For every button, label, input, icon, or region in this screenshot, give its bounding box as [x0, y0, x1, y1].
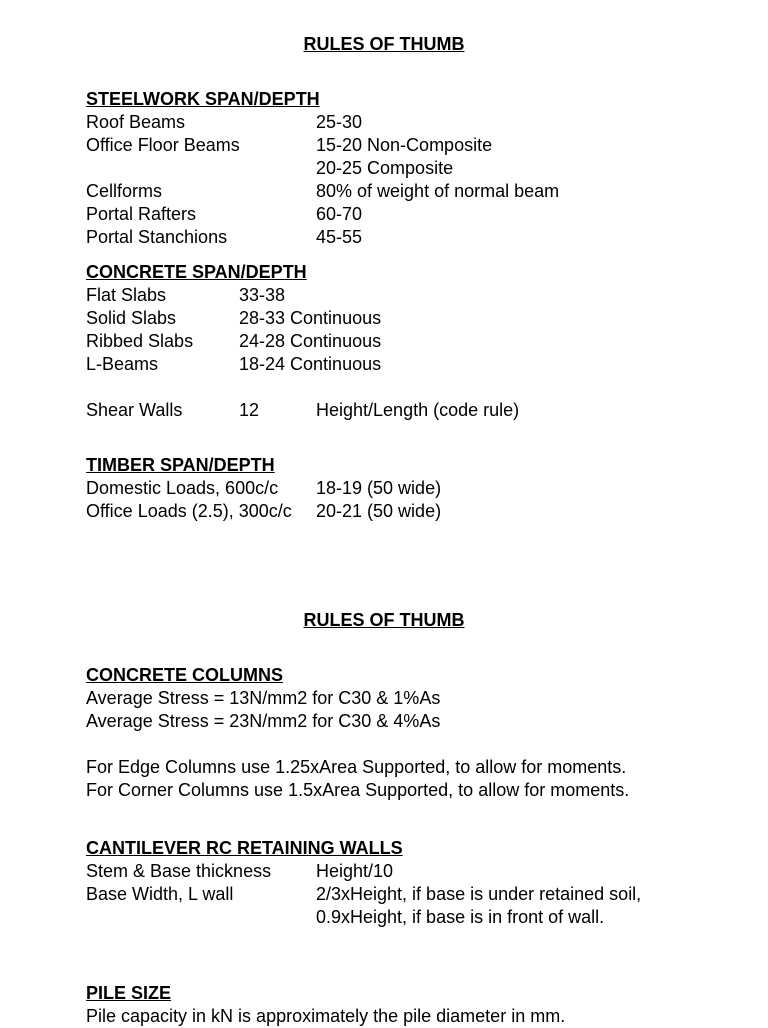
- retaining-row-label: Stem & Base thickness: [86, 861, 272, 881]
- columns-note: For Corner Columns use 1.5xArea Supported, to allow for moments.: [86, 780, 630, 800]
- retaining-row-label: Base Width, L wall: [86, 884, 234, 904]
- concrete-row-value: 24-28 Continuous: [239, 331, 382, 351]
- retaining-row-value: Height/10: [316, 861, 394, 881]
- columns-line: Average Stress = 23N/mm2 for C30 & 4%As: [86, 711, 441, 731]
- timber-row-label: Office Loads (2.5), 300c/c: [86, 501, 292, 521]
- steel-row-value: 60-70: [316, 204, 363, 224]
- retaining-row-value: 2/3xHeight, if base is under retained soil,: [316, 884, 642, 904]
- pile-size-heading: PILE SIZE: [86, 983, 172, 1003]
- timber-heading: TIMBER SPAN/DEPTH: [86, 455, 275, 475]
- steel-row-label: Portal Rafters: [86, 204, 197, 224]
- concrete-columns-heading: CONCRETE COLUMNS: [86, 665, 283, 685]
- concrete-row-value: 33-38: [239, 285, 286, 305]
- shear-walls-note: Height/Length (code rule): [316, 400, 520, 420]
- concrete-row-value: 18-24 Continuous: [239, 354, 382, 374]
- concrete-row-label: L-Beams: [86, 354, 159, 374]
- shear-walls-value: 12: [239, 400, 260, 420]
- page-title: RULES OF THUMB: [303, 34, 465, 54]
- steel-row-value: 25-30: [316, 112, 363, 132]
- steel-row-value: 80% of weight of normal beam: [316, 181, 560, 201]
- timber-row-value: 18-19 (50 wide): [316, 478, 442, 498]
- concrete-span-heading: CONCRETE SPAN/DEPTH: [86, 262, 307, 282]
- steel-row-label: Cellforms: [86, 181, 163, 201]
- steel-row-label: Portal Stanchions: [86, 227, 228, 247]
- retaining-row-value: 0.9xHeight, if base is in front of wall.: [316, 907, 605, 927]
- steel-row-value: 20-25 Composite: [316, 158, 454, 178]
- concrete-row-value: 28-33 Continuous: [239, 308, 382, 328]
- shear-walls-label: Shear Walls: [86, 400, 183, 420]
- concrete-row-label: Solid Slabs: [86, 308, 177, 328]
- timber-row-label: Domestic Loads, 600c/c: [86, 478, 279, 498]
- pile-size-line: Pile capacity in kN is approximately the pile diameter in mm.: [86, 1006, 566, 1026]
- steelwork-heading: STEELWORK SPAN/DEPTH: [86, 89, 320, 109]
- columns-line: Average Stress = 13N/mm2 for C30 & 1%As: [86, 688, 441, 708]
- steel-row-value: 15-20 Non-Composite: [316, 135, 493, 155]
- steel-row-label: Office Floor Beams: [86, 135, 240, 155]
- retaining-walls-heading: CANTILEVER RC RETAINING WALLS: [86, 838, 403, 858]
- concrete-row-label: Flat Slabs: [86, 285, 167, 305]
- concrete-row-label: Ribbed Slabs: [86, 331, 194, 351]
- steel-row-value: 45-55: [316, 227, 363, 247]
- columns-note: For Edge Columns use 1.25xArea Supported, to allow for moments.: [86, 757, 627, 777]
- page-title: RULES OF THUMB: [303, 610, 465, 630]
- steel-row-label: Roof Beams: [86, 112, 186, 132]
- timber-row-value: 20-21 (50 wide): [316, 501, 442, 521]
